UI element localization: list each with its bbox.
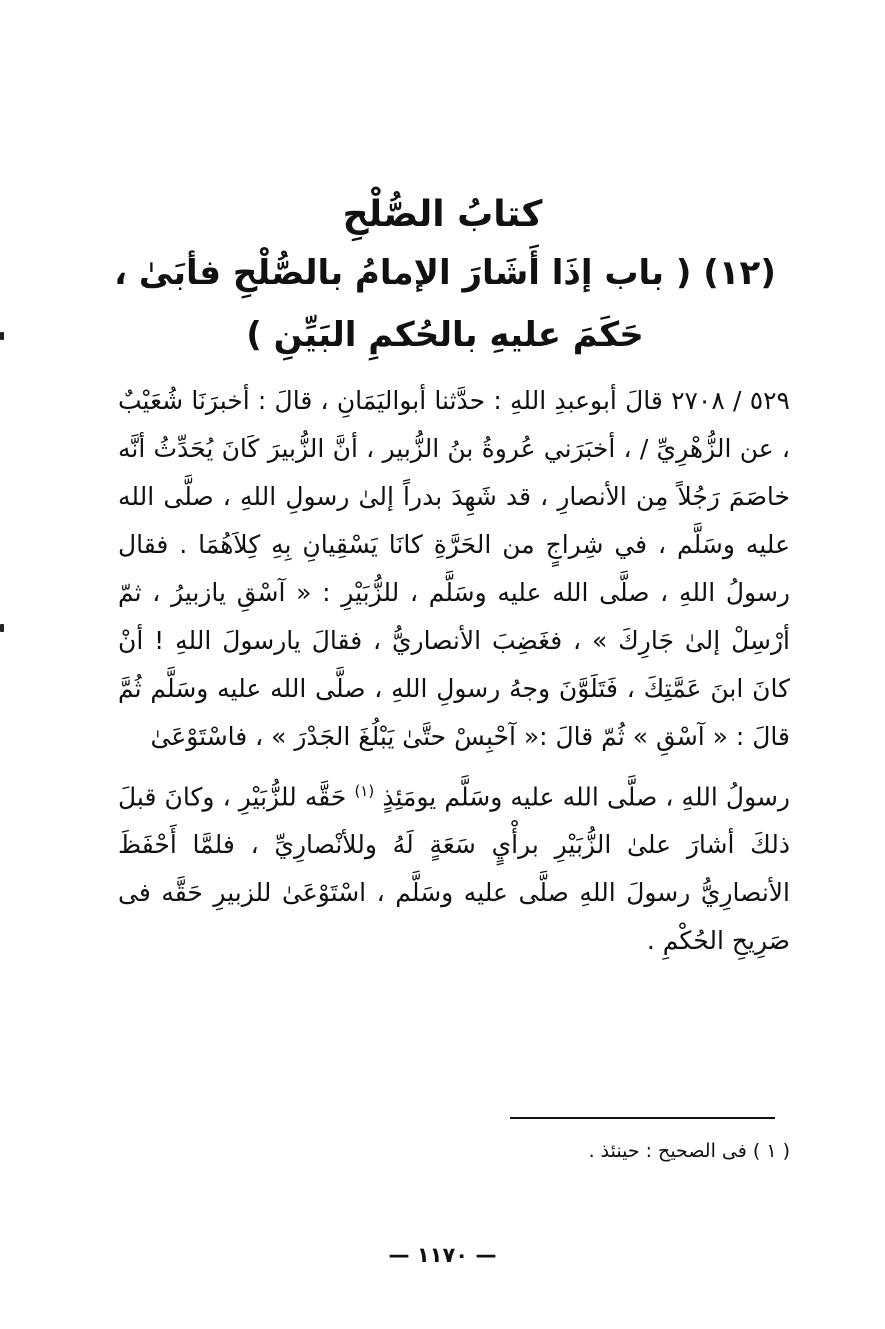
scan-edge-mark	[0, 624, 4, 632]
chapter-heading: (١٢) ( باب إذَا أَشَارَ الإمامُ بالصُّلْحِ فأبَىٰ ، حَكَمَ عليهِ بالحُكمِ البَيِّنِ )	[114, 253, 776, 355]
book-title: كتابُ الصُّلْحِ	[342, 194, 543, 235]
scan-edge-mark	[0, 332, 4, 340]
footnote: ( ١ ) فى الصحيح : حينئذ .	[588, 1140, 790, 1162]
footnote-divider	[510, 1117, 775, 1119]
page-number: — ١١٧٠ —	[388, 1243, 497, 1267]
hadith-paragraph: ٥٢٩ / ٢٧٠٨ قالَ أبوعبدِ اللهِ : حدَّثنا أبواليَمَانِ ، قالَ : أخبرَنَا شُعَيْبٌ ، عن الزُّهْرِيِّ / ، أخبَرَني عُروةُ بنُ الزُّبير ، أنَّ الزُّبيرَ كَانَ يُحَدِّثُ أنَّه خاصَمَ رَجُلاً مِن الأنصارِ ، قد شَهِدَ بدراً إلىٰ رسولِ اللهِ ، صلَّى الله عليه وسَلَّم ، في شِراجٍ من الحَرَّةِ كانَا يَسْقِيانِ بِهِ كِلاَهُمَا . فقال رسولُ اللهِ ، صلَّى الله عليه وسَلَّم ، للزُّبَيْرِ : « آسْقِ يازبيرُ ، ثمّ أرْسِلْ إلىٰ جَارِكَ » ، فغَضِبَ الأنصاريُّ ، فقالَ يارسولَ اللهِ ! أنْ كانَ ابنَ عَمَّتِكَ ، فَتَلَوَّنَ وجهُ رسولِ اللهِ ، صلَّى الله عليه وسَلَّم ثُمَّ قالَ : « آسْقِ » ثُمّ قالَ :« آحْبِسْ حتَّىٰ يَبْلُغَ الجَدْرَ » ، فاسْتَوْعَىٰ	[118, 386, 790, 751]
footnote-marker: (١)	[354, 782, 375, 800]
paragraph-text: حَقَّه للزُّبَيْرِ ، وكانَ قبلَ ذلكَ أشارَ علىٰ الزُّبَيْرِ برأْيٍ سَعَةٍ لَهُ وللأنْصارِيِّ ، فلمَّا أَحْفَظَ الأنصارِيُّ رسولَ اللهِ صلَّى عليه وسَلَّم ، اسْتَوْعَىٰ للزبيرِ حَقَّه فى صَرِيحِ الحُكْمِ .	[118, 782, 790, 956]
hadith-paragraph	[118, 767, 790, 965]
paragraph-text: رسولُ اللهِ ، صلَّى الله عليه وسَلَّم يومَئِذٍ	[382, 782, 790, 812]
hadith-text	[118, 377, 790, 965]
